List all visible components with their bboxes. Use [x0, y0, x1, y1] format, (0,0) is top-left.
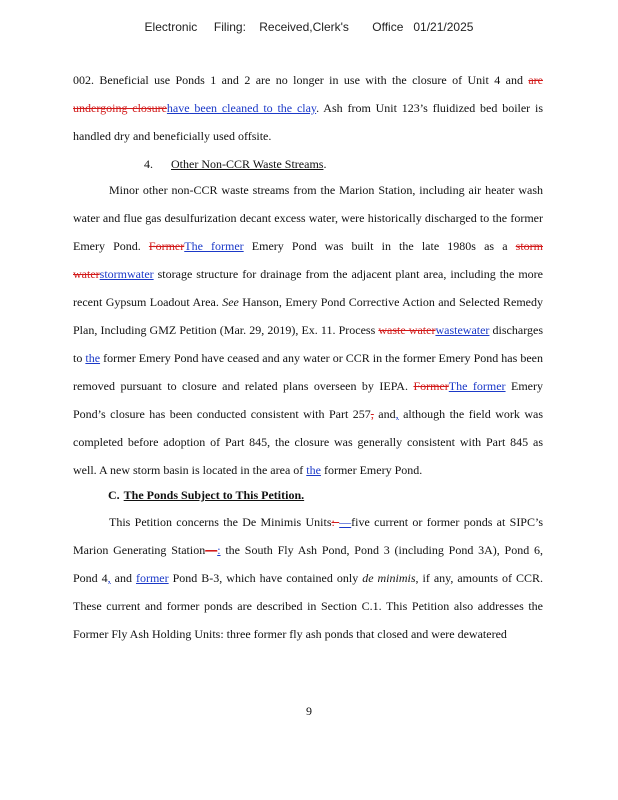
paragraph-ponds	[73, 508, 543, 648]
section-number: C.	[108, 488, 120, 502]
inserted-text: have been cleaned to the clay	[166, 101, 317, 115]
text-run: former Emery Pond have ceased and any water or CCR in the former Emery Pond has been removed pursuant to closure and related plans overseen by IEPA.	[73, 351, 543, 393]
deleted-text: storm water	[73, 239, 543, 281]
text-run: discharges to	[73, 323, 543, 365]
text-run: Emery Pond was built in the late 1980s as a	[243, 239, 516, 253]
section-heading-c	[108, 481, 328, 509]
citation-signal: See	[222, 295, 239, 309]
page-number: 9	[306, 704, 312, 718]
inserted-text: The former	[184, 239, 244, 253]
deleted-text: Former	[148, 239, 185, 253]
filing-header: Electronic Filing: Received,Clerk's Office 01/21/2025	[144, 20, 474, 34]
text-run: former Emery Pond.	[320, 463, 423, 477]
text-run: and	[373, 407, 396, 421]
deleted-text: :	[331, 515, 340, 529]
text-run: Emery Pond’s closure has been conducted consistent with Part 257	[73, 379, 543, 421]
text-run: 002. Beneficial use Ponds 1 and 2 are no longer in use with the closure of Unit 4 and	[73, 73, 529, 87]
paragraph-non-ccr	[73, 176, 543, 484]
italic-term: de minimis	[362, 571, 416, 585]
deleted-text: are undergoing closure	[73, 73, 543, 115]
inserted-text: ,	[395, 407, 399, 421]
inserted-text: stormwater	[99, 267, 154, 281]
section-heading-4: 4. Other Non-CCR Waste Streams.	[144, 157, 327, 171]
paragraph-beneficial-use	[73, 66, 543, 150]
text-run: five current or former ponds at SIPC’s Marion Generating Station	[73, 515, 543, 557]
inserted-text: :	[217, 543, 221, 557]
section-number: 4.	[144, 157, 153, 171]
deleted-text: ,	[370, 407, 374, 421]
inserted-text: —	[339, 515, 352, 529]
text-run: the South Fly Ash Pond, Pond 3 (including Pond 3A), Pond 6, Pond 4	[73, 543, 544, 585]
text-run: although the field work was completed before adoption of Part 845, the closure was generally consistent with Part 845 as well. A new storm basin is located in the area of	[73, 407, 544, 477]
text-run: This Petition concerns the De Minimis Units	[109, 515, 332, 529]
section-title: Other Non-CCR Waste Streams	[171, 157, 324, 171]
text-run: and	[110, 571, 136, 585]
inserted-text: The former	[448, 379, 506, 393]
inserted-text: wastewater	[435, 323, 490, 337]
section-title: The Ponds Subject to This Petition.	[123, 488, 305, 502]
text-run: Pond B-3, which have contained only	[168, 571, 363, 585]
text-run: Hanson, Emery Pond Corrective Action and Selected Remedy Plan, Including GMZ Petition (Mar. 29, 2019), Ex. 11. Process	[73, 295, 543, 337]
deleted-text: —	[205, 543, 218, 557]
inserted-text: former	[135, 571, 169, 585]
text-run: , if any, amounts of CCR. These current and former ponds are described in Section C.1. This Petition also addresses the Former Fly Ash Holding Units: three former fly ash ponds that closed and were dewatered	[73, 571, 543, 641]
inserted-text: the	[306, 463, 321, 477]
text-run: storage structure for drainage from the adjacent plant area, including the more recent Gypsum Loadout Area.	[73, 267, 543, 309]
text-run: . Ash from Unit 123’s fluidized bed boiler is handled dry and beneficially used offsite.	[73, 101, 544, 143]
inserted-text: ,	[107, 571, 111, 585]
deleted-text: Former	[413, 379, 449, 393]
text-run: Minor other non-CCR waste streams from the Marion Station, including air heater wash water and flue gas desulfurization decant excess water, were historically discharged to the former Emery Pond.	[73, 183, 543, 253]
inserted-text: the	[85, 351, 101, 365]
deleted-text: waste water	[378, 323, 436, 337]
